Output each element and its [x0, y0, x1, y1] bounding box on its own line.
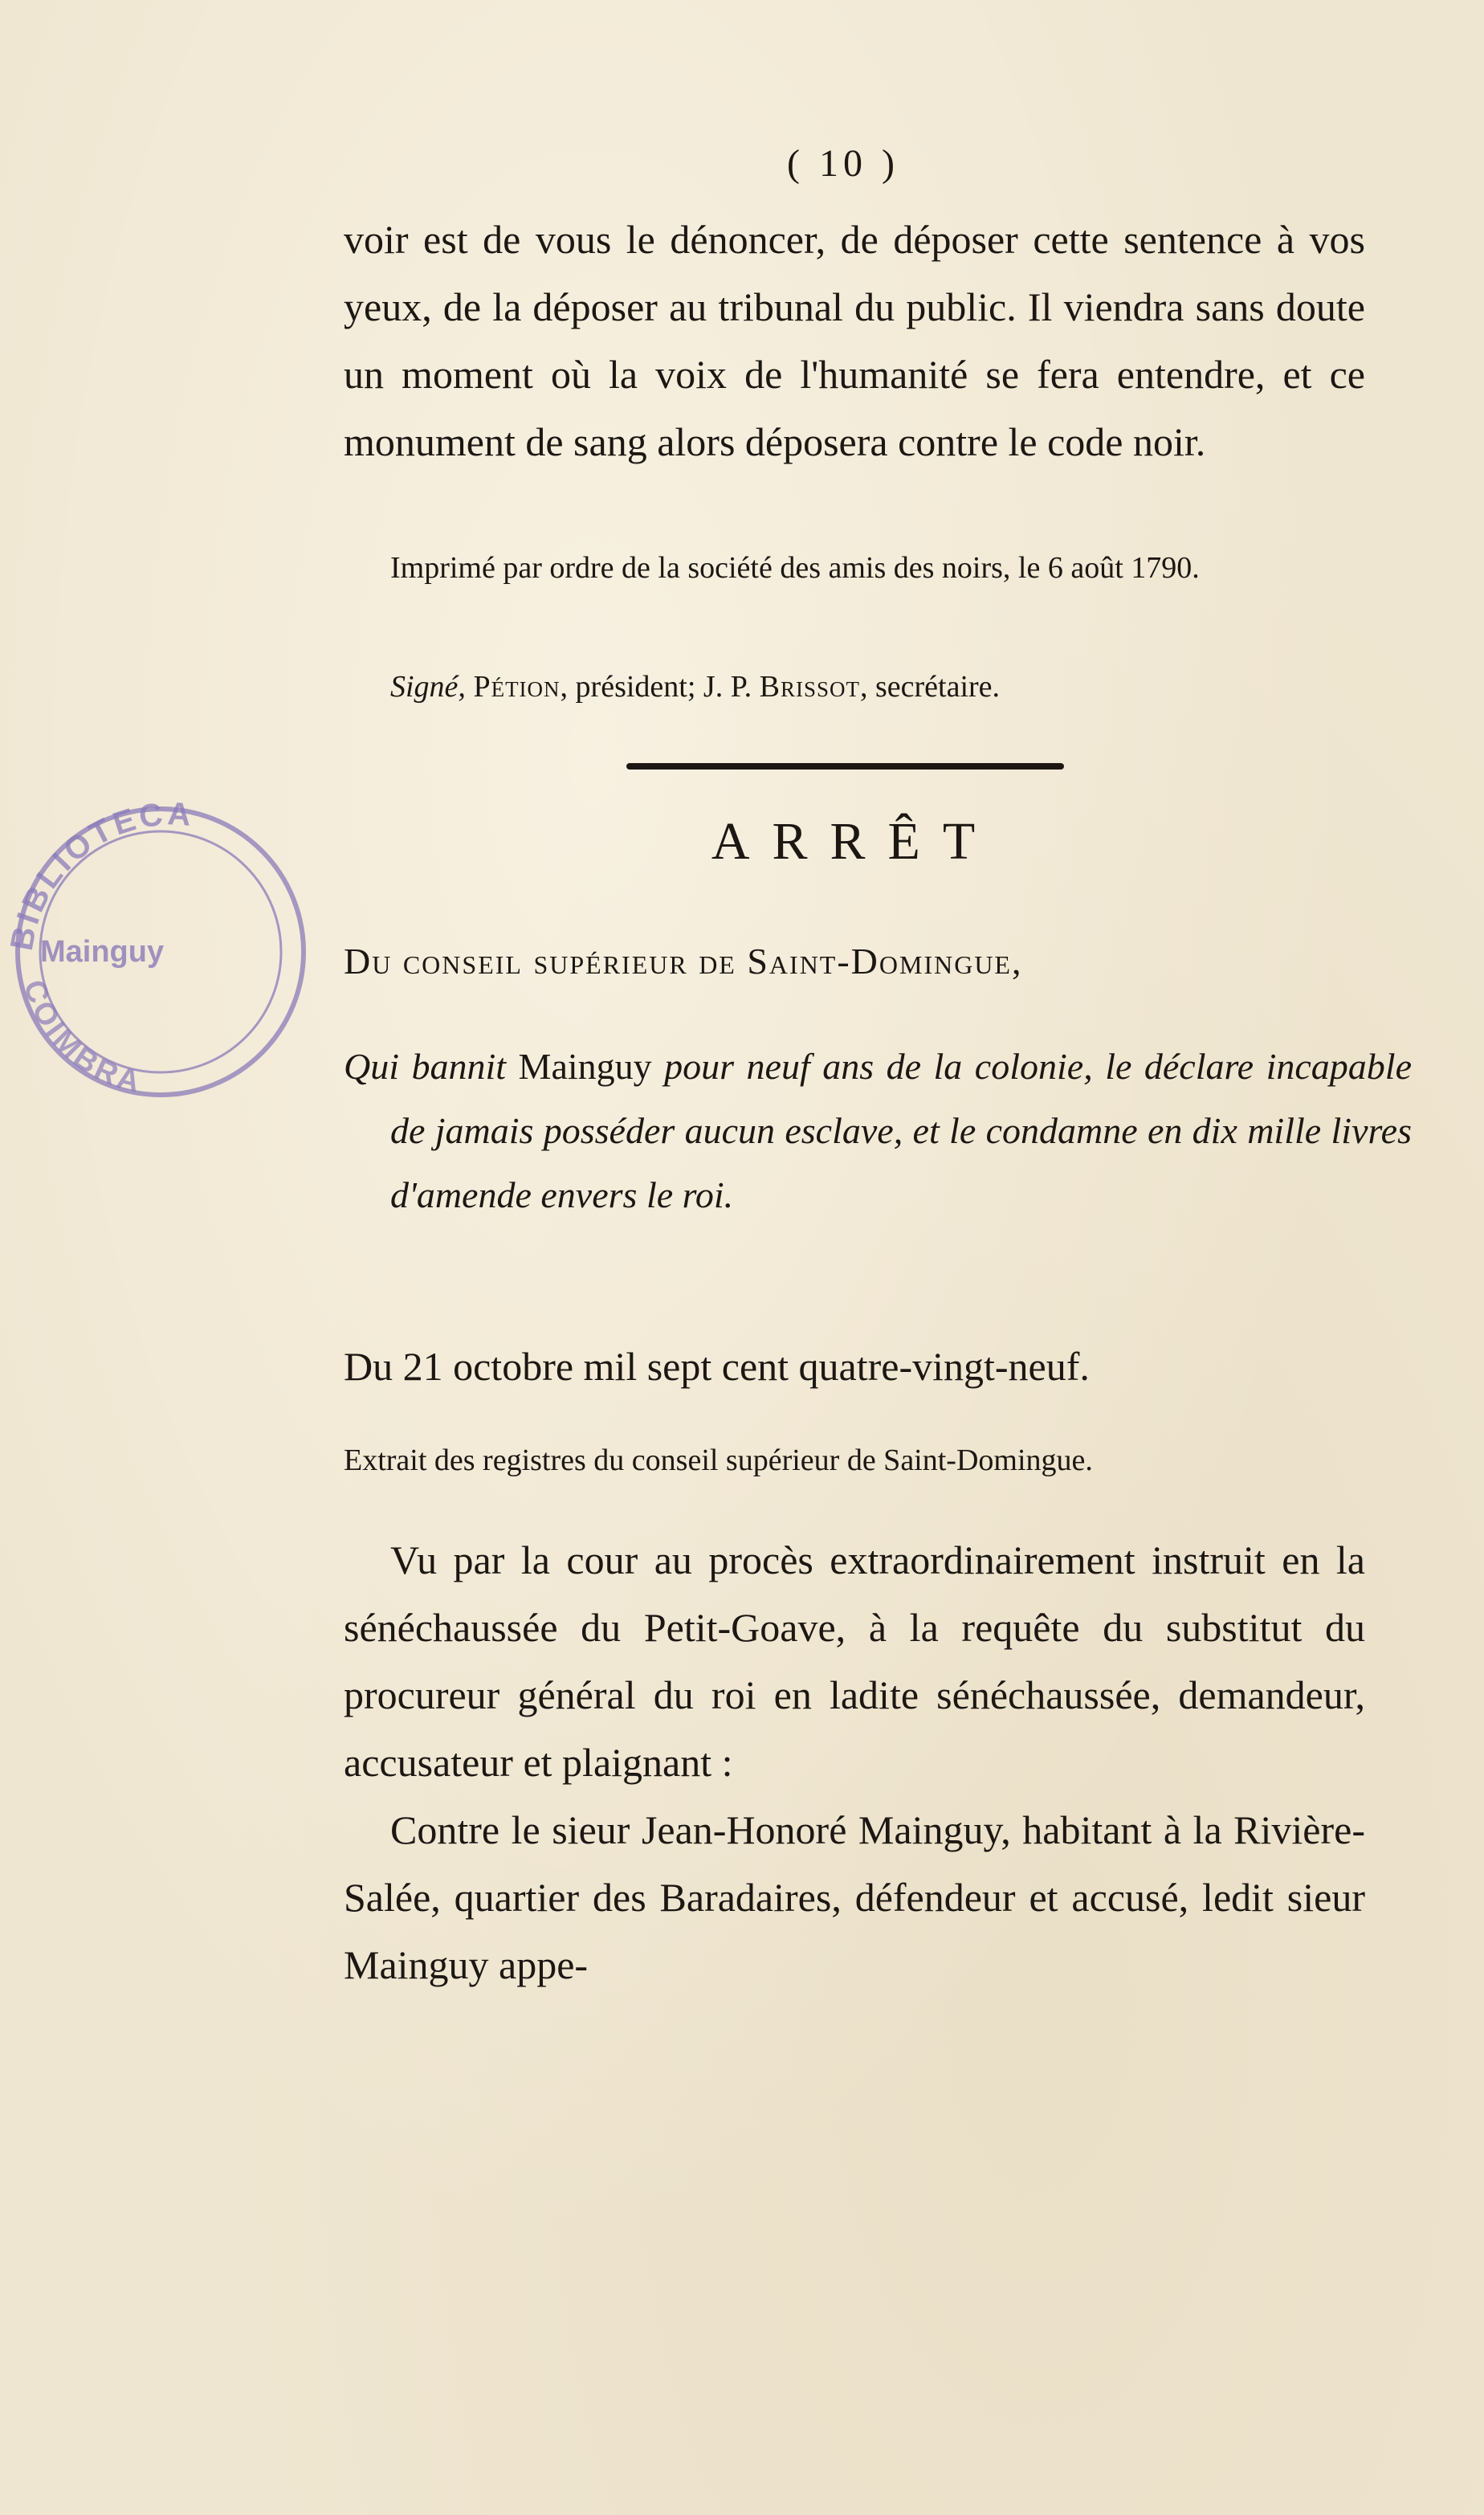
signer-petion: Pétion	[473, 670, 561, 704]
summary-part1: Qui bannit	[344, 1046, 519, 1087]
signer-brissot: Brissot	[759, 670, 860, 704]
signer-brissot-role: , secrétaire.	[860, 670, 1001, 704]
stamp-middle-text: Mainguy	[40, 935, 165, 969]
arret-date: Du 21 octobre mil sept cent quatre-vingt-neuf.	[344, 1344, 1090, 1389]
arret-subtitle: Du conseil supérieur de Saint-Domingue,	[344, 941, 1023, 982]
signature-line	[344, 663, 1365, 710]
body-paragraph-2: Contre le sieur Jean-Honoré Mainguy, habitant à la Rivière-Salée, quartier des Baradaires, défendeur et accusé, ledit sieur Mainguy appe-	[344, 1807, 1365, 1987]
signer-petion-role: , président;	[560, 670, 703, 704]
signe-label: Signé,	[390, 670, 466, 704]
library-stamp	[0, 751, 317, 1129]
stamp-top-text: BIBLIOTECA	[3, 796, 195, 953]
arret-title: ARRÊT	[711, 812, 998, 871]
summary-name: Mainguy	[518, 1046, 652, 1087]
signer-brissot-initials: J. P.	[703, 670, 760, 704]
summary-part2: pour neuf ans de la colonie, le déclare incapable de jamais posséder aucun esclave, et le condamne en dix mille livres d'amende envers le roi.	[390, 1046, 1412, 1215]
imprint-note: Imprimé par ordre de la société des amis des noirs, le 6 août 1790.	[390, 551, 1200, 585]
arret-summary	[344, 1035, 1412, 1227]
arret-extract-line: Extrait des registres du conseil supérieur de Saint-Domingue.	[344, 1443, 1093, 1477]
arret-body	[344, 1526, 1365, 1999]
page-number: ( 10 )	[787, 142, 899, 185]
stamp-bottom-text: COIMBRA	[16, 976, 146, 1100]
section-divider	[626, 763, 1064, 770]
opening-paragraph: voir est de vous le dénoncer, de déposer cette sentence à vos yeux, de la déposer au tribunal du public. Il viendra sans doute un moment où la voix de l'humanité se fera entendre, et ce monument de sang alors déposera contre le code noir.	[344, 217, 1365, 464]
body-paragraph-1: Vu par la cour au procès extraordinairement instruit en la sénéchaussée du Petit-Goave, à la requête du substitut du procureur général du roi en ladite sénéchaussée, demandeur, accusateur et plaignant :	[344, 1537, 1365, 1785]
